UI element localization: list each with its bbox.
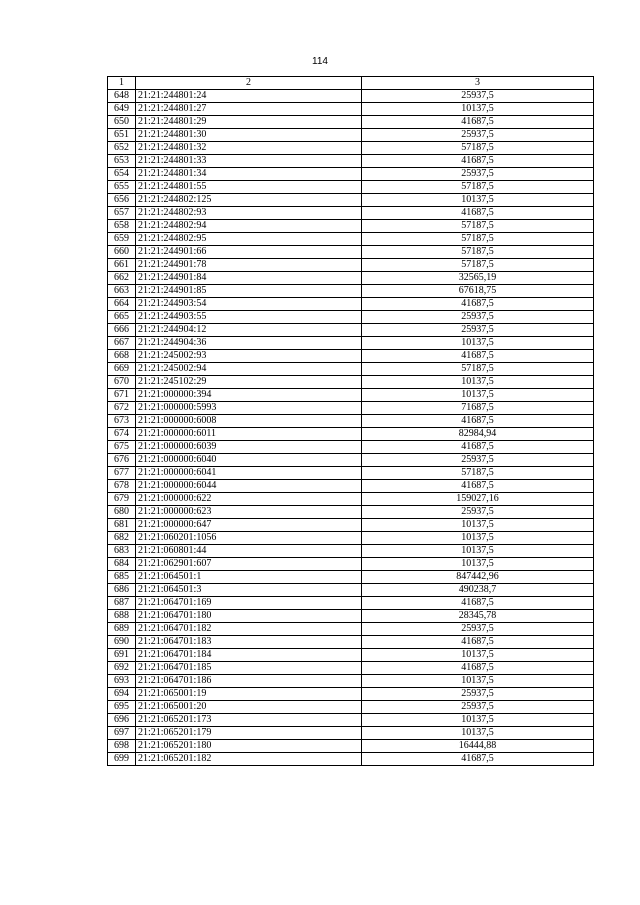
value-cell: 10137,5 (362, 558, 594, 571)
table-row (108, 740, 594, 753)
row-number-cell: 667 (108, 337, 136, 350)
row-number-cell: 683 (108, 545, 136, 558)
table-row (108, 584, 594, 597)
value-cell: 10137,5 (362, 727, 594, 740)
row-number-cell: 678 (108, 480, 136, 493)
cadastral-table (107, 76, 594, 766)
cadastral-number-cell: 21:21:065001:19 (136, 688, 362, 701)
value-cell: 10137,5 (362, 337, 594, 350)
table-row (108, 714, 594, 727)
value-cell: 10137,5 (362, 389, 594, 402)
table-row (108, 688, 594, 701)
row-number-cell: 664 (108, 298, 136, 311)
cadastral-number-cell: 21:21:244802:125 (136, 194, 362, 207)
column-header-value: 3 (362, 77, 594, 90)
value-cell: 10137,5 (362, 103, 594, 116)
table-row (108, 480, 594, 493)
row-number-cell: 695 (108, 701, 136, 714)
row-number-cell: 675 (108, 441, 136, 454)
value-cell: 67618,75 (362, 285, 594, 298)
value-cell: 82984,94 (362, 428, 594, 441)
row-number-cell: 668 (108, 350, 136, 363)
value-cell: 25937,5 (362, 311, 594, 324)
row-number-cell: 650 (108, 116, 136, 129)
row-number-cell: 662 (108, 272, 136, 285)
value-cell: 10137,5 (362, 376, 594, 389)
cadastral-number-cell: 21:21:064701:169 (136, 597, 362, 610)
cadastral-number-cell: 21:21:000000:6039 (136, 441, 362, 454)
value-cell: 159027,16 (362, 493, 594, 506)
value-cell: 41687,5 (362, 415, 594, 428)
row-number-cell: 680 (108, 506, 136, 519)
table-row (108, 428, 594, 441)
value-cell: 41687,5 (362, 441, 594, 454)
cadastral-number-cell: 21:21:000000:5993 (136, 402, 362, 415)
value-cell: 41687,5 (362, 155, 594, 168)
row-number-cell: 688 (108, 610, 136, 623)
row-number-cell: 696 (108, 714, 136, 727)
table-row (108, 506, 594, 519)
table-row (108, 662, 594, 675)
page-number: 114 (312, 56, 328, 67)
table-row (108, 311, 594, 324)
row-number-cell: 682 (108, 532, 136, 545)
table-row (108, 246, 594, 259)
row-number-cell: 689 (108, 623, 136, 636)
row-number-cell: 699 (108, 753, 136, 766)
row-number-cell: 674 (108, 428, 136, 441)
value-cell: 41687,5 (362, 597, 594, 610)
value-cell: 57187,5 (362, 220, 594, 233)
cadastral-number-cell: 21:21:244904:36 (136, 337, 362, 350)
table-row (108, 467, 594, 480)
cadastral-number-cell: 21:21:244802:93 (136, 207, 362, 220)
value-cell: 25937,5 (362, 701, 594, 714)
row-number-cell: 665 (108, 311, 136, 324)
cadastral-number-cell: 21:21:000000:6044 (136, 480, 362, 493)
value-cell: 71687,5 (362, 402, 594, 415)
table-row (108, 220, 594, 233)
cadastral-number-cell: 21:21:244901:66 (136, 246, 362, 259)
table-row (108, 571, 594, 584)
row-number-cell: 677 (108, 467, 136, 480)
cadastral-number-cell: 21:21:244904:12 (136, 324, 362, 337)
row-number-cell: 676 (108, 454, 136, 467)
row-number-cell: 687 (108, 597, 136, 610)
cadastral-number-cell: 21:21:244901:84 (136, 272, 362, 285)
value-cell: 10137,5 (362, 519, 594, 532)
cadastral-number-cell: 21:21:244901:85 (136, 285, 362, 298)
row-number-cell: 666 (108, 324, 136, 337)
cadastral-number-cell: 21:21:065201:179 (136, 727, 362, 740)
cadastral-number-cell: 21:21:000000:647 (136, 519, 362, 532)
cadastral-number-cell: 21:21:064701:184 (136, 649, 362, 662)
value-cell: 25937,5 (362, 454, 594, 467)
value-cell: 57187,5 (362, 233, 594, 246)
column-header-cadastral-number: 2 (136, 77, 362, 90)
cadastral-number-cell: 21:21:245002:93 (136, 350, 362, 363)
cadastral-number-cell: 21:21:244801:55 (136, 181, 362, 194)
cadastral-number-cell: 21:21:245002:94 (136, 363, 362, 376)
cadastral-number-cell: 21:21:244903:55 (136, 311, 362, 324)
value-cell: 25937,5 (362, 168, 594, 181)
row-number-cell: 669 (108, 363, 136, 376)
value-cell: 41687,5 (362, 298, 594, 311)
value-cell: 28345,78 (362, 610, 594, 623)
row-number-cell: 653 (108, 155, 136, 168)
row-number-cell: 663 (108, 285, 136, 298)
cadastral-number-cell: 21:21:000000:6011 (136, 428, 362, 441)
table-row (108, 376, 594, 389)
row-number-cell: 652 (108, 142, 136, 155)
table-row (108, 441, 594, 454)
table-row (108, 129, 594, 142)
table-row (108, 181, 594, 194)
column-header-number: 1 (108, 77, 136, 90)
table-row (108, 402, 594, 415)
cadastral-number-cell: 21:21:000000:6040 (136, 454, 362, 467)
table-row (108, 337, 594, 350)
table-row (108, 363, 594, 376)
cadastral-number-cell: 21:21:065201:182 (136, 753, 362, 766)
value-cell: 10137,5 (362, 649, 594, 662)
cadastral-number-cell: 21:21:064501:3 (136, 584, 362, 597)
cadastral-number-cell: 21:21:244801:34 (136, 168, 362, 181)
table-row (108, 259, 594, 272)
table-row (108, 701, 594, 714)
table-row (108, 519, 594, 532)
row-number-cell: 694 (108, 688, 136, 701)
cadastral-number-cell: 21:21:245102:29 (136, 376, 362, 389)
row-number-cell: 660 (108, 246, 136, 259)
value-cell: 10137,5 (362, 532, 594, 545)
value-cell: 25937,5 (362, 506, 594, 519)
row-number-cell: 659 (108, 233, 136, 246)
value-cell: 57187,5 (362, 467, 594, 480)
value-cell: 41687,5 (362, 480, 594, 493)
value-cell: 57187,5 (362, 142, 594, 155)
table-row (108, 233, 594, 246)
cadastral-number-cell: 21:21:060201:1056 (136, 532, 362, 545)
table-row (108, 558, 594, 571)
cadastral-number-cell: 21:21:244903:54 (136, 298, 362, 311)
cadastral-number-cell: 21:21:062901:607 (136, 558, 362, 571)
row-number-cell: 690 (108, 636, 136, 649)
table-row (108, 727, 594, 740)
value-cell: 10137,5 (362, 545, 594, 558)
table-row (108, 116, 594, 129)
row-number-cell: 686 (108, 584, 136, 597)
cadastral-number-cell: 21:21:000000:622 (136, 493, 362, 506)
row-number-cell: 654 (108, 168, 136, 181)
table-row (108, 389, 594, 402)
table-row (108, 285, 594, 298)
cadastral-number-cell: 21:21:064701:180 (136, 610, 362, 623)
row-number-cell: 649 (108, 103, 136, 116)
row-number-cell: 673 (108, 415, 136, 428)
cadastral-number-cell: 21:21:244801:24 (136, 90, 362, 103)
value-cell: 25937,5 (362, 90, 594, 103)
table-row (108, 324, 594, 337)
value-cell: 25937,5 (362, 688, 594, 701)
row-number-cell: 691 (108, 649, 136, 662)
value-cell: 41687,5 (362, 662, 594, 675)
cadastral-number-cell: 21:21:000000:394 (136, 389, 362, 402)
value-cell: 10137,5 (362, 675, 594, 688)
cadastral-number-cell: 21:21:244801:30 (136, 129, 362, 142)
row-number-cell: 672 (108, 402, 136, 415)
row-number-cell: 684 (108, 558, 136, 571)
cadastral-number-cell: 21:21:065201:180 (136, 740, 362, 753)
cadastral-number-cell: 21:21:064501:1 (136, 571, 362, 584)
cadastral-number-cell: 21:21:064701:185 (136, 662, 362, 675)
table-row (108, 753, 594, 766)
value-cell: 57187,5 (362, 181, 594, 194)
value-cell: 32565,19 (362, 272, 594, 285)
cadastral-number-cell: 21:21:244802:94 (136, 220, 362, 233)
table-row (108, 272, 594, 285)
value-cell: 16444,88 (362, 740, 594, 753)
row-number-cell: 685 (108, 571, 136, 584)
value-cell: 25937,5 (362, 324, 594, 337)
table-row (108, 350, 594, 363)
value-cell: 25937,5 (362, 129, 594, 142)
table-row (108, 454, 594, 467)
row-number-cell: 656 (108, 194, 136, 207)
row-number-cell: 681 (108, 519, 136, 532)
table-row (108, 493, 594, 506)
cadastral-number-cell: 21:21:064701:182 (136, 623, 362, 636)
cadastral-number-cell: 21:21:244801:33 (136, 155, 362, 168)
table-row (108, 155, 594, 168)
value-cell: 847442,96 (362, 571, 594, 584)
value-cell: 41687,5 (362, 636, 594, 649)
table-row (108, 623, 594, 636)
table-row (108, 142, 594, 155)
row-number-cell: 661 (108, 259, 136, 272)
value-cell: 41687,5 (362, 753, 594, 766)
row-number-cell: 658 (108, 220, 136, 233)
table-row (108, 168, 594, 181)
table-row (108, 415, 594, 428)
row-number-cell: 671 (108, 389, 136, 402)
table-body (108, 90, 594, 766)
table-row (108, 675, 594, 688)
value-cell: 57187,5 (362, 246, 594, 259)
value-cell: 25937,5 (362, 623, 594, 636)
table-row (108, 610, 594, 623)
cadastral-number-cell: 21:21:000000:6041 (136, 467, 362, 480)
cadastral-number-cell: 21:21:244901:78 (136, 259, 362, 272)
cadastral-number-cell: 21:21:064701:186 (136, 675, 362, 688)
cadastral-number-cell: 21:21:244801:32 (136, 142, 362, 155)
table-row (108, 103, 594, 116)
cadastral-number-cell: 21:21:000000:623 (136, 506, 362, 519)
cadastral-number-cell: 21:21:244801:27 (136, 103, 362, 116)
table-row (108, 532, 594, 545)
value-cell: 57187,5 (362, 259, 594, 272)
value-cell: 41687,5 (362, 207, 594, 220)
row-number-cell: 651 (108, 129, 136, 142)
table-row (108, 649, 594, 662)
table-row (108, 597, 594, 610)
row-number-cell: 679 (108, 493, 136, 506)
row-number-cell: 657 (108, 207, 136, 220)
value-cell: 10137,5 (362, 714, 594, 727)
cadastral-number-cell: 21:21:000000:6008 (136, 415, 362, 428)
cadastral-number-cell: 21:21:064701:183 (136, 636, 362, 649)
table-row (108, 207, 594, 220)
value-cell: 41687,5 (362, 350, 594, 363)
table-row (108, 545, 594, 558)
row-number-cell: 697 (108, 727, 136, 740)
table-row (108, 90, 594, 103)
table-row (108, 636, 594, 649)
cadastral-number-cell: 21:21:244802:95 (136, 233, 362, 246)
value-cell: 490238,7 (362, 584, 594, 597)
cadastral-number-cell: 21:21:060801:44 (136, 545, 362, 558)
value-cell: 41687,5 (362, 116, 594, 129)
row-number-cell: 670 (108, 376, 136, 389)
row-number-cell: 648 (108, 90, 136, 103)
cadastral-number-cell: 21:21:244801:29 (136, 116, 362, 129)
table-row (108, 298, 594, 311)
value-cell: 10137,5 (362, 194, 594, 207)
cadastral-number-cell: 21:21:065001:20 (136, 701, 362, 714)
row-number-cell: 693 (108, 675, 136, 688)
row-number-cell: 655 (108, 181, 136, 194)
row-number-cell: 692 (108, 662, 136, 675)
value-cell: 57187,5 (362, 363, 594, 376)
row-number-cell: 698 (108, 740, 136, 753)
cadastral-number-cell: 21:21:065201:173 (136, 714, 362, 727)
table-header-row (108, 77, 594, 90)
table-row (108, 194, 594, 207)
